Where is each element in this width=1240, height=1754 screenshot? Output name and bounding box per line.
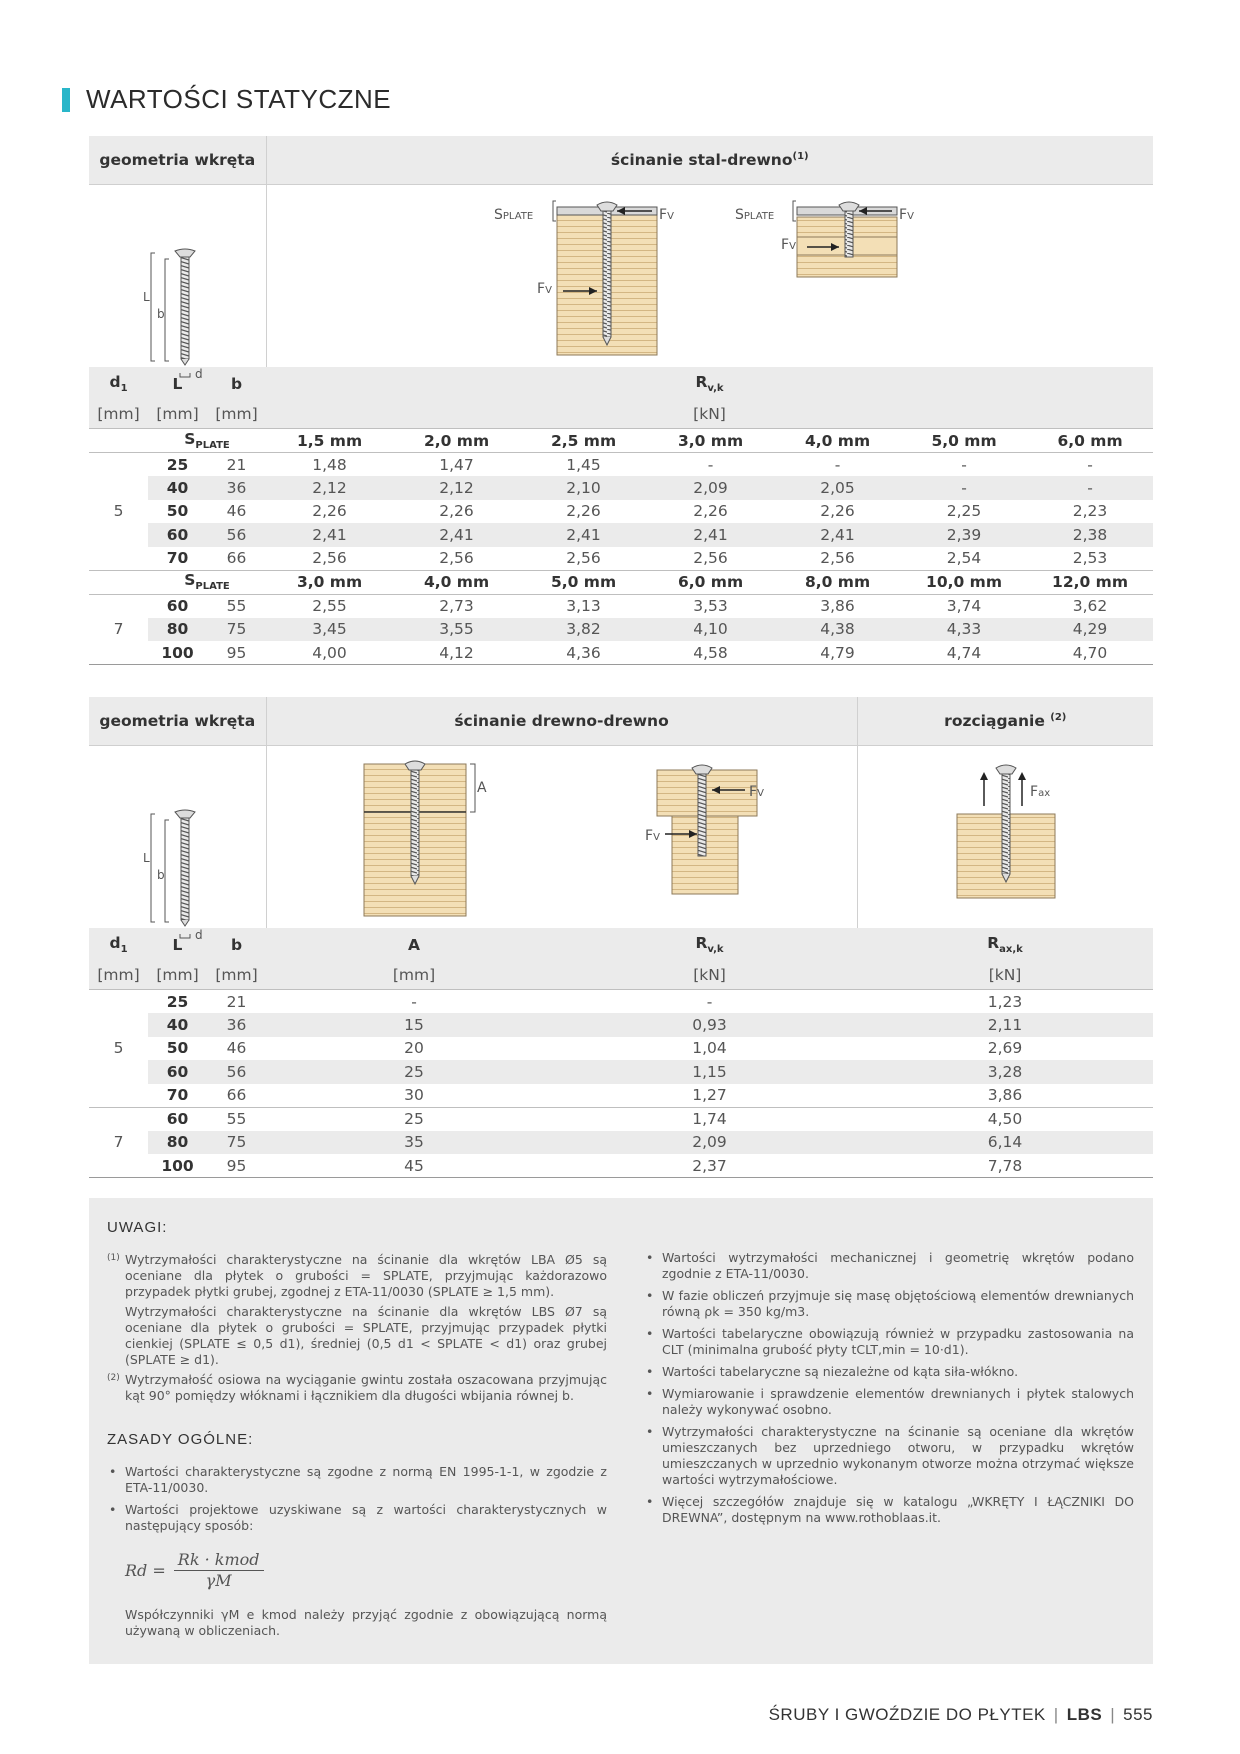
value-cell: -: [1027, 476, 1153, 500]
table-row: [89, 990, 1153, 1014]
splate-value: 5,0 mm: [520, 570, 647, 594]
table-row: [89, 1060, 1153, 1084]
value-cell: 2,56: [647, 547, 774, 571]
value-cell: 2,55: [312, 597, 347, 615]
page-title: WARTOŚCI STATYCZNE: [86, 84, 392, 114]
Raxk-cell: 6,14: [857, 1131, 1153, 1155]
Rvk-cell: 1,74: [692, 1110, 727, 1128]
value-cell: -: [834, 455, 841, 474]
col-b-label-2: b: [207, 928, 266, 962]
value-cell: 4,70: [1027, 641, 1153, 665]
table-row: [89, 1013, 1153, 1037]
A-cell: 25: [266, 1060, 562, 1084]
rule-2: • Wartości projektowe uzyskiwane są z wartości charakterystycznych w następujący sposób:: [107, 1502, 607, 1534]
splate-value: 8,0 mm: [774, 570, 901, 594]
A-cell: 20: [404, 1039, 424, 1058]
table-row: [89, 1154, 1153, 1178]
thread-cell: 66: [207, 547, 266, 571]
design-formula: Rd = $\frac{\text{Rk · kmod}}{\gamma M}$: [125, 1552, 607, 1589]
Raxk-cell: 2,11: [857, 1013, 1153, 1037]
Rvk-cell: 1,15: [562, 1060, 857, 1084]
value-cell: -: [901, 476, 1027, 500]
A-cell: 30: [266, 1084, 562, 1108]
value-cell: 2,56: [520, 547, 647, 571]
length-cell: 25: [166, 992, 189, 1011]
length-cell: 50: [166, 502, 189, 521]
steel-timber-shear-figure: [266, 184, 1153, 367]
splate-value: 2,5 mm: [520, 429, 647, 453]
diameter-cell: 7: [89, 1107, 148, 1178]
notes-heading: UWAGI:: [107, 1219, 168, 1236]
value-cell: 3,45: [266, 618, 393, 642]
splate-value: 5,0 mm: [901, 429, 1027, 453]
col-Rvk-label-2: $R_{v,k}$: [562, 928, 857, 962]
remark-4: • Wartości tabelaryczne są niezależne od kąta siła-włókno.: [644, 1364, 1134, 1380]
value-cell: 2,41: [393, 523, 520, 547]
value-cell: 3,86: [820, 597, 855, 615]
length-cell: 70: [148, 547, 207, 571]
table-row: [89, 594, 1153, 618]
A-cell: 25: [404, 1110, 424, 1128]
value-cell: 4,10: [647, 618, 774, 642]
thread-cell: 46: [226, 1039, 247, 1058]
thread-cell: 36: [207, 476, 266, 500]
timber-shear-tension-table: geometria wkręta ścinanie drewno-drewno rozciąganie $^{(2)}$ L b d A FV FV Fax $d_1$ L b A $R_{v,k}$ $R_{ax,k}$ [mm] [mm] [mm] [mm] [kN] [kN] 5 25 21 - - 1,23 40 36 15 0,93 2,11 50 46 20 1,04 2,69 60 56 25 1,15 3,28 70 66 30 1,27 3,86 7 60 55 25 1,74 4,50 80 75 35 2,09 6,14 100 95 45 2,37 7,78: [89, 697, 1153, 1178]
svg-text:L: L: [143, 850, 150, 865]
splate-row: [89, 570, 1153, 594]
footer-product: LBS: [1066, 1705, 1103, 1724]
value-cell: 3,55: [393, 618, 520, 642]
value-cell: 2,41: [774, 523, 901, 547]
remark-5: • Wymiarowanie i sprawdzenie elementów drewnianych i płytek stalowych należy wykonywać osobno.: [644, 1386, 1134, 1418]
steel-timber-shear-header: ścinanie stal-drewno$^{(1)}$: [266, 136, 1153, 184]
length-cell: 70: [148, 1084, 207, 1108]
value-cell: 2,26: [693, 502, 728, 521]
value-cell: 2,73: [439, 597, 474, 615]
value-cell: 4,79: [774, 641, 901, 665]
splate-value: 10,0 mm: [901, 570, 1027, 594]
value-cell: 1,48: [312, 455, 347, 474]
value-cell: 2,38: [1027, 523, 1153, 547]
col-d1-label-2: $d_1$: [89, 928, 148, 962]
steel-timber-shear-table: [89, 136, 1153, 665]
thread-cell: 55: [226, 597, 247, 615]
splate-row: [89, 429, 1153, 453]
splate-value: 2,0 mm: [393, 429, 520, 453]
value-cell: -: [961, 455, 967, 474]
table-row: [89, 476, 1153, 500]
svg-text:d: d: [195, 927, 203, 942]
general-rules-heading: ZASADY OGÓLNE:: [107, 1431, 254, 1448]
value-cell: 2,41: [520, 523, 647, 547]
remark-3: • Wartości tabelaryczne obowiązują również w przypadku zastosowania na CLT (minimalna grubość płyty tCLT,min = 10·d1).: [644, 1326, 1134, 1358]
splate-value: 12,0 mm: [1027, 570, 1153, 594]
tension-figure: [857, 745, 1153, 928]
value-cell: 4,36: [520, 641, 647, 665]
svg-text:FV: FV: [748, 783, 764, 800]
footnote-1: (1) Wytrzymałości charakterystyczne na ścinanie dla wkrętów LBA Ø5 są oceniane dla płytek o grubości = SPLATE, przyjmując każdorazowo przypadek płytki grubej, zgodnej z ETA-11/0030 (SPLATE ≥ 1,5 mm).: [107, 1252, 607, 1299]
splate-value: 6,0 mm: [647, 570, 774, 594]
page-title-block: [62, 84, 391, 115]
coefficients-note: Współczynniki γM e kmod należy przyjąć zgodnie z obowiązującą normą używaną w obliczeniach.: [125, 1607, 607, 1638]
fig-L-label: L: [143, 289, 150, 304]
col-L-label-2: L: [148, 928, 207, 962]
Raxk-cell: 4,50: [987, 1110, 1023, 1128]
Raxk-cell: 3,28: [857, 1060, 1153, 1084]
thread-cell: 55: [226, 1110, 247, 1128]
page-footer: ŚRUBY I GWOŹDZIE DO PŁYTEK | LBS | 555: [768, 1705, 1153, 1724]
svg-text:Fax: Fax: [1029, 783, 1050, 800]
fig-d1-label: d: [195, 366, 203, 381]
Raxk-cell: 2,69: [987, 1039, 1023, 1058]
length-cell: 60: [166, 597, 189, 615]
value-cell: 2,10: [520, 476, 647, 500]
table-row: [89, 641, 1153, 665]
Rvk-cell: 1,04: [692, 1039, 727, 1058]
thread-cell: 75: [207, 1131, 266, 1155]
value-cell: 2,12: [393, 476, 520, 500]
col-Rvk-label: $R_{v,k}$: [266, 367, 1153, 401]
value-cell: 2,54: [901, 547, 1027, 571]
value-cell: 2,05: [774, 476, 901, 500]
value-cell: 2,26: [312, 502, 347, 521]
fig-b-label: b: [157, 306, 165, 321]
splate-blank: [89, 570, 148, 594]
thread-cell: 56: [207, 523, 266, 547]
length-cell: 50: [166, 1039, 189, 1058]
splate-value: 3,0 mm: [266, 570, 393, 594]
table-row: [89, 1037, 1153, 1061]
footer-section: ŚRUBY I GWOŹDZIE DO PŁYTEK: [768, 1705, 1046, 1724]
diameter-cell: 7: [89, 594, 148, 665]
table-row: [89, 547, 1153, 571]
value-cell: 2,41: [266, 523, 393, 547]
splate-value: 4,0 mm: [393, 570, 520, 594]
unit-kN: [kN]: [266, 401, 1153, 429]
value-cell: 4,74: [901, 641, 1027, 665]
Raxk-cell: 3,86: [857, 1084, 1153, 1108]
timber-timber-shear-header: ścinanie drewno-drewno: [266, 697, 857, 745]
Raxk-cell: 1,23: [987, 992, 1023, 1011]
diameter-cell: 5: [89, 990, 148, 1108]
splate-blank: [89, 429, 148, 453]
value-cell: 3,74: [946, 597, 982, 615]
page-number: 555: [1123, 1705, 1153, 1724]
remark-2: • W fazie obliczeń przyjmuje się masę objętościową elementów drewnianych równą ρk = 350 kg/m3.: [644, 1288, 1134, 1320]
thread-cell: 95: [207, 641, 266, 665]
A-cell: 45: [266, 1154, 562, 1178]
title-accent-bar: [62, 88, 70, 112]
value-cell: 2,53: [1027, 547, 1153, 571]
svg-text:FV: FV: [898, 206, 914, 223]
footnote-2: (2) Wytrzymałość osiowa na wyciąganie gwintu została oszacowana przyjmując kąt 90° pomiędzy włóknami i łącznikiem dla długości wbijania równej b.: [107, 1372, 607, 1403]
splate-label: $S_{PLATE}$: [148, 570, 266, 594]
value-cell: 3,13: [566, 597, 601, 615]
value-cell: 2,26: [566, 502, 601, 521]
Rvk-cell: 0,93: [562, 1013, 857, 1037]
geometry-header-2: geometria wkręta: [89, 697, 266, 745]
thread-cell: 66: [207, 1084, 266, 1108]
length-cell: 60: [166, 1110, 189, 1128]
col-A-label: A: [266, 928, 562, 962]
value-cell: 4,38: [774, 618, 901, 642]
value-cell: 2,23: [1072, 502, 1108, 521]
value-cell: -: [707, 455, 714, 474]
screw-geometry-figure: [89, 184, 266, 381]
length-cell: 100: [148, 1154, 207, 1178]
svg-text:FV: FV: [780, 236, 796, 253]
value-cell: 4,33: [901, 618, 1027, 642]
value-cell: 4,00: [266, 641, 393, 665]
splate-value: 6,0 mm: [1027, 429, 1153, 453]
remark-6: • Wytrzymałości charakterystyczne na ścinanie są oceniane dla wkrętów umieszczanych bez uprzedniego otworu, w przypadku wkrętów umieszczanych w uprzednio wykonanym otworze można otrzymać większe wartości wytrzymałościowe.: [644, 1424, 1134, 1488]
geometry-header: geometria wkręta: [89, 136, 266, 184]
length-cell: 25: [166, 455, 189, 474]
diameter-cell: 5: [89, 453, 148, 571]
splate-value: 4,0 mm: [774, 429, 901, 453]
length-cell: 100: [148, 641, 207, 665]
fig-splate-label-2: SPLATE: [734, 206, 774, 223]
table-row: [89, 453, 1153, 477]
value-cell: 2,56: [393, 547, 520, 571]
length-cell: 40: [148, 476, 207, 500]
notes-panel: [89, 1198, 1153, 1664]
value-cell: 2,09: [647, 476, 774, 500]
Rvk-cell: 2,37: [562, 1154, 857, 1178]
thread-cell: 56: [207, 1060, 266, 1084]
col-L-label: L: [148, 367, 207, 401]
table-row: [89, 1131, 1153, 1155]
col-b-label: b: [207, 367, 266, 401]
value-cell: 2,12: [266, 476, 393, 500]
value-cell: 3,82: [520, 618, 647, 642]
svg-text:FV: FV: [644, 827, 660, 844]
value-cell: 4,29: [1027, 618, 1153, 642]
length-cell: 40: [148, 1013, 207, 1037]
A-cell: 15: [266, 1013, 562, 1037]
length-cell: 80: [148, 618, 207, 642]
unit-d1: [mm]: [89, 401, 148, 429]
splate-value: 3,0 mm: [647, 429, 774, 453]
unit-b: [mm]: [207, 401, 266, 429]
svg-text:b: b: [157, 867, 165, 882]
col-d1-label: $d_1$: [89, 367, 148, 401]
thread-cell: 75: [207, 618, 266, 642]
tension-header: rozciąganie $^{(2)}$: [857, 697, 1153, 745]
rule-1: • Wartości charakterystyczne są zgodne z normą EN 1995-1-1, w zgodzie z ETA-11/0030.: [107, 1464, 607, 1496]
thread-cell: 21: [226, 992, 247, 1011]
value-cell: 4,12: [393, 641, 520, 665]
Rvk-cell: 2,09: [562, 1131, 857, 1155]
length-cell: 60: [148, 1060, 207, 1084]
value-cell: 1,47: [439, 455, 474, 474]
col-Raxk-label: $R_{ax,k}$: [857, 928, 1153, 962]
length-cell: 60: [148, 523, 207, 547]
value-cell: 4,58: [647, 641, 774, 665]
table-row: [89, 618, 1153, 642]
thread-cell: 95: [207, 1154, 266, 1178]
value-cell: 2,26: [820, 502, 855, 521]
remark-7: • Więcej szczegółów znajduje się w katalogu „WKRĘTY I ŁĄCZNIKI DO DREWNA”, dostępnym na www.rothoblaas.it.: [644, 1494, 1134, 1526]
value-cell: 2,56: [266, 547, 393, 571]
Raxk-cell: 7,78: [857, 1154, 1153, 1178]
value-cell: 3,53: [693, 597, 728, 615]
value-cell: 3,62: [1072, 597, 1108, 615]
table-row: [89, 500, 1153, 524]
value-cell: 2,39: [901, 523, 1027, 547]
svg-text:FV: FV: [536, 280, 552, 297]
value-cell: 2,26: [439, 502, 474, 521]
value-cell: -: [1087, 455, 1093, 474]
unit-L: [mm]: [148, 401, 207, 429]
A-cell: 35: [266, 1131, 562, 1155]
table-row: [89, 1107, 1153, 1131]
table-row: [89, 1084, 1153, 1108]
value-cell: 2,41: [647, 523, 774, 547]
value-cell: 2,25: [946, 502, 982, 521]
value-cell: 1,45: [566, 455, 601, 474]
table-row: [89, 523, 1153, 547]
Rvk-cell: 1,27: [562, 1084, 857, 1108]
length-cell: 80: [148, 1131, 207, 1155]
thread-cell: 46: [226, 502, 247, 521]
splate-value: 1,5 mm: [266, 429, 393, 453]
svg-text:FV: FV: [658, 206, 674, 223]
screw-geometry-figure-2: [89, 745, 266, 942]
remark-1: • Wartości wytrzymałości mechanicznej i geometrię wkrętów podano zgodnie z ETA-11/0030.: [644, 1250, 1134, 1282]
value-cell: 2,56: [774, 547, 901, 571]
svg-text:A: A: [476, 779, 487, 796]
splate-label: $S_{PLATE}$: [148, 429, 266, 453]
footnote-1b: Wytrzymałości charakterystyczne na ścinanie dla wkrętów LBS Ø7 są oceniane dla płytek o grubości = SPLATE, przyjmując przypadek płytki cienkiej (SPLATE ≤ 0,5 d1), średniej (0,5 d1 < SPLATE < d1) oraz grubej (SPLATE ≥ d1).: [125, 1304, 607, 1367]
fig-splate-label-1: SPLATE: [493, 206, 533, 223]
Rvk-cell: -: [706, 992, 713, 1011]
A-cell: -: [411, 992, 417, 1011]
thread-cell: 21: [226, 455, 247, 474]
timber-timber-shear-figure: [266, 745, 857, 928]
thread-cell: 36: [207, 1013, 266, 1037]
